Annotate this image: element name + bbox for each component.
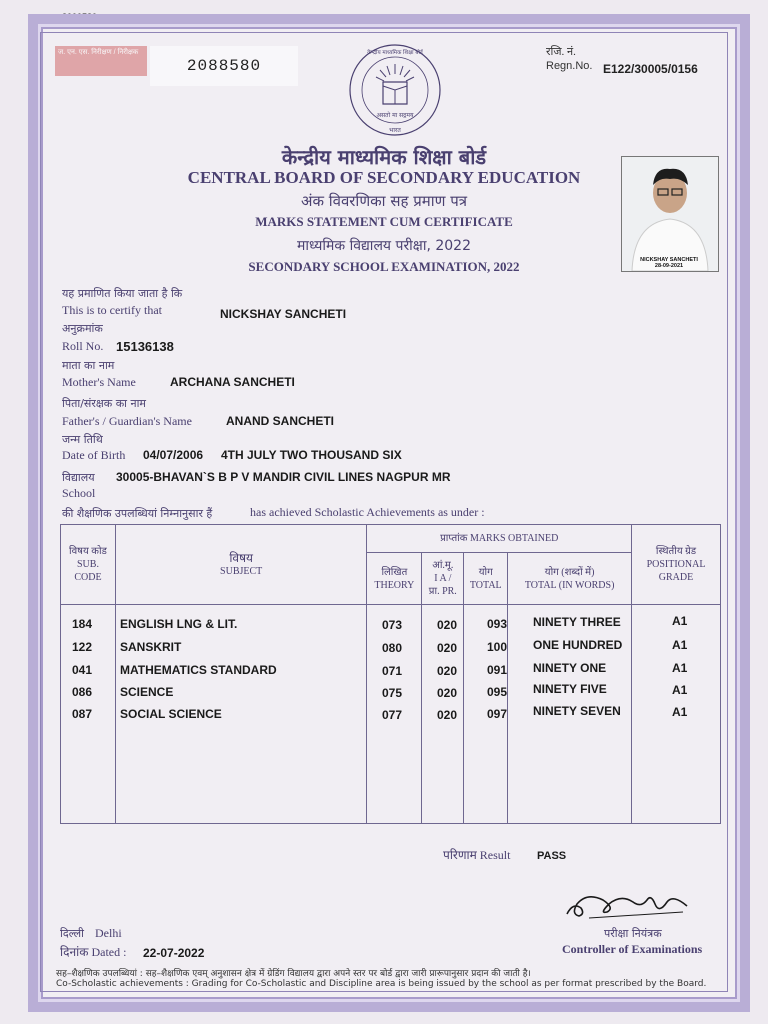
row-ia: 020 <box>437 686 458 700</box>
board-name: CENTRAL BOARD OF SECONDARY EDUCATION <box>187 168 581 187</box>
marks-obtained-header: प्राप्तांक MARKS OBTAINED <box>367 525 632 553</box>
exam-title-hindi: माध्यमिक विद्यालय परीक्षा, 2022 <box>297 238 471 254</box>
student-photo <box>621 156 719 272</box>
col-code-header: विषय कोड SUB. CODE <box>61 525 116 605</box>
cbse-emblem-icon <box>347 42 443 138</box>
row-total: 091 <box>487 663 508 677</box>
row-subject: SCIENCE <box>120 685 174 699</box>
col-ia-header: आं.मू. I A / प्रा. PR. <box>422 553 464 605</box>
row-ia: 020 <box>437 641 458 655</box>
photo-caption: NICKSHAY SANCHETI 28-09-2021 <box>640 257 698 269</box>
father-label-hindi: पिता/संरक्षक का नाम <box>62 397 147 410</box>
dated-label: दिनांक Dated : <box>60 945 127 959</box>
dob-label-hindi: जन्म तिथि <box>62 433 103 446</box>
mother-name: ARCHANA SANCHETI <box>170 375 295 389</box>
row-words: NINETY FIVE <box>533 682 607 696</box>
controller-signature-icon <box>563 884 693 924</box>
roll-number: 15136138 <box>116 339 174 354</box>
row-theory: 080 <box>382 641 403 655</box>
row-subject: SOCIAL SCIENCE <box>120 707 222 721</box>
result-label: परिणाम Result <box>443 848 511 862</box>
col-words-header: योग (शब्दों में) TOTAL (IN WORDS) <box>508 553 632 605</box>
svg-text:असतो मा सद्गमय: असतो मा सद्गमय <box>376 112 414 119</box>
row-code: 122 <box>72 640 93 654</box>
school-label-hindi: विद्यालय <box>62 471 95 484</box>
controller-title-hindi: परीक्षा नियंत्रक <box>604 927 662 940</box>
col-subject-header: विषय SUBJECT <box>115 525 366 605</box>
board-name-hindi: केन्द्रीय माध्यमिक शिक्षा बोर्ड <box>281 145 487 169</box>
row-ia: 020 <box>437 664 458 678</box>
statement-title-hindi: अंक विवरणिका सह प्रमाण पत्र <box>300 192 468 210</box>
footnote-hindi: सह–शैक्षणिक उपलब्धियां : सह–शैक्षणिक एवम् अनुशासन क्षेत्र में ग्रेडिंग विद्यालय द्वारा अपने स्तर पर बोर्ड द्वारा जारी प्रारूपानुसार प्रदान की जाती है। <box>56 969 531 979</box>
student-name: NICKSHAY SANCHETI <box>220 307 347 321</box>
mother-label: Mother's Name <box>62 375 136 389</box>
father-name: ANAND SANCHETI <box>226 414 334 428</box>
row-words: NINETY SEVEN <box>533 704 621 718</box>
certificate-number: 2088580 <box>150 46 298 86</box>
dob-value: 04/07/2006 <box>143 448 204 462</box>
row-subject: ENGLISH LNG & LIT. <box>120 617 238 631</box>
achievements-label: has achieved Scholastic Achievements as under : <box>250 505 485 519</box>
row-words: ONE HUNDRED <box>533 638 623 652</box>
school-label: School <box>62 486 96 500</box>
row-total: 093 <box>487 617 508 631</box>
svg-text:केन्द्रीय माध्यमिक शिक्षा बोर्: केन्द्रीय माध्यमिक शिक्षा बोर्ड <box>367 50 423 56</box>
row-grade: A1 <box>672 614 688 628</box>
row-subject: MATHEMATICS STANDARD <box>120 663 277 677</box>
father-label: Father's / Guardian's Name <box>62 414 192 428</box>
certify-label-hindi: यह प्रमाणित किया जाता है कि <box>62 287 183 300</box>
controller-title: Controller of Examinations <box>562 942 703 956</box>
row-grade: A1 <box>672 705 688 719</box>
row-words: NINETY ONE <box>533 661 607 675</box>
row-subject: SANSKRIT <box>120 640 182 654</box>
regn-label: Regn.No. <box>546 60 593 72</box>
place: Delhi <box>95 926 122 940</box>
row-theory: 073 <box>382 618 403 632</box>
statement-title: MARKS STATEMENT CUM CERTIFICATE <box>255 214 513 229</box>
col-theory-header: लिखित THEORY <box>367 553 422 605</box>
row-grade: A1 <box>672 661 688 675</box>
row-words: NINETY THREE <box>533 615 621 629</box>
exam-title: SECONDARY SCHOOL EXAMINATION, 2022 <box>248 259 520 274</box>
row-theory: 075 <box>382 686 403 700</box>
row-grade: A1 <box>672 638 688 652</box>
row-theory: 077 <box>382 708 403 722</box>
dob-label: Date of Birth <box>62 448 126 462</box>
col-grade-header: स्थितीय ग्रेड POSITIONAL GRADE <box>632 525 721 605</box>
certify-label: This is to certify that <box>62 303 162 317</box>
row-total: 095 <box>487 685 508 699</box>
red-stamp: ज. एन. एस. निरीक्षण / निरीक्षक <box>55 46 147 76</box>
student-photo-icon <box>622 157 718 271</box>
result-value: PASS <box>537 850 567 862</box>
footnote: Co-Scholastic achievements : Grading for Co-Scholastic and Discipline area is being issued by the school as per format prescribed by the Board. <box>56 979 707 989</box>
regn-label-hindi: रजि. नं. <box>546 46 576 58</box>
achievements-label-hindi: की शैक्षणिक उपलब्धियां निम्नानुसार हैं <box>62 507 213 520</box>
dated-value: 22-07-2022 <box>143 946 205 960</box>
row-theory: 071 <box>382 664 403 678</box>
mother-label-hindi: माता का नाम <box>62 359 115 372</box>
row-code: 184 <box>72 617 93 631</box>
regn-number: E122/30005/0156 <box>603 62 698 76</box>
col-total-header: योग TOTAL <box>464 553 508 605</box>
row-code: 086 <box>72 685 93 699</box>
row-ia: 020 <box>437 708 458 722</box>
svg-text:भारत: भारत <box>389 127 401 134</box>
place-hindi: दिल्ली <box>60 927 84 940</box>
dob-words: 4TH JULY TWO THOUSAND SIX <box>221 448 402 462</box>
row-ia: 020 <box>437 618 458 632</box>
row-code: 041 <box>72 663 93 677</box>
row-grade: A1 <box>672 683 688 697</box>
roll-label: Roll No. <box>62 339 104 353</box>
school-name: 30005-BHAVAN`S B P V MANDIR CIVIL LINES NAGPUR MR <box>116 470 451 484</box>
roll-label-hindi: अनुक्रमांक <box>62 322 103 335</box>
row-total: 100 <box>487 640 508 654</box>
row-total: 097 <box>487 707 508 721</box>
row-code: 087 <box>72 707 93 721</box>
